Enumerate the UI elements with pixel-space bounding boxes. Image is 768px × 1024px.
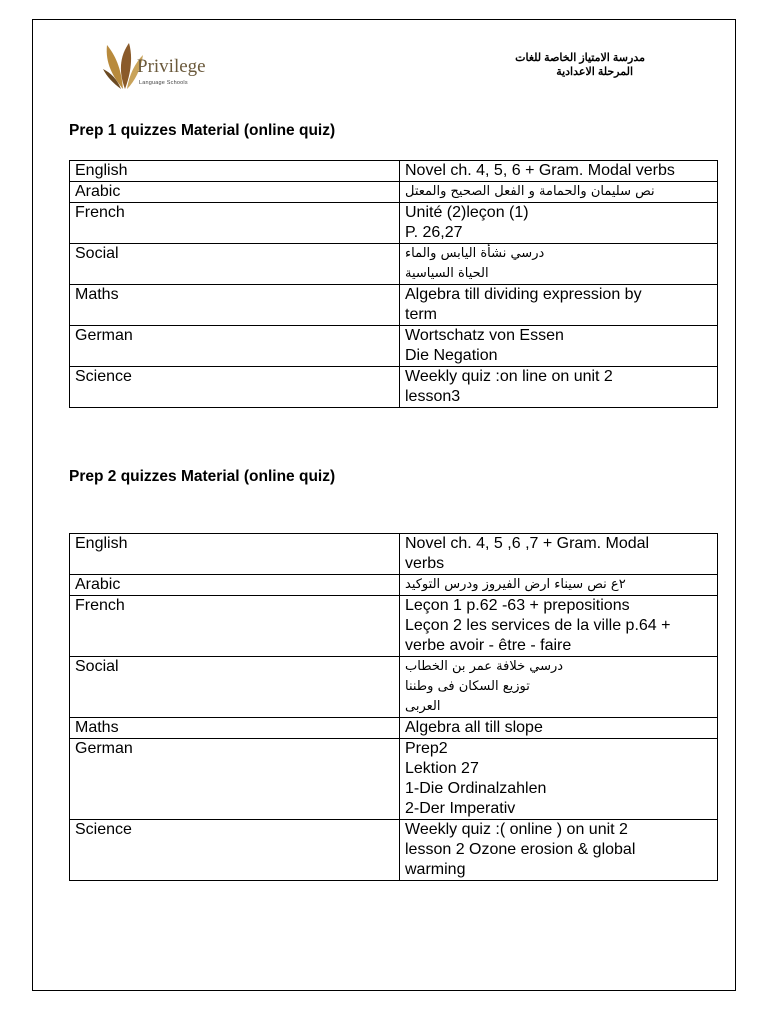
material-line: ٢ع نص سيناء ارض الفيروز ودرس التوكيد (405, 577, 626, 592)
table-row (70, 575, 718, 596)
material-line: Weekly quiz :( online ) on unit 2 (405, 821, 628, 838)
material-line: 2-Der Imperativ (405, 800, 516, 817)
material-line: درسي خلافة عمر بن الخطاب (405, 659, 564, 674)
material-cell (400, 367, 718, 408)
material-cell (400, 244, 718, 285)
material-line: Lektion 27 (405, 760, 479, 777)
subject-cell: French (70, 203, 400, 244)
school-header (515, 51, 645, 79)
material-line: lesson3 (405, 388, 461, 405)
table-row (70, 285, 718, 326)
prep1-heading: Prep 1 quizzes Material (online quiz) (69, 122, 336, 139)
material-line: نص سليمان والحمامة و الفعل الصحيح والمعتل (405, 184, 655, 199)
material-line: warming (405, 861, 466, 878)
prep1-table (69, 160, 718, 408)
material-cell (400, 285, 718, 326)
table-row (70, 182, 718, 203)
school-logo (103, 36, 253, 98)
logo-name: Privilege (137, 56, 206, 77)
material-cell (400, 718, 718, 739)
subject-cell: Social (70, 657, 400, 718)
table-row (70, 161, 718, 182)
material-line: الحياة السياسية (405, 266, 489, 281)
material-cell (400, 596, 718, 657)
table-row (70, 596, 718, 657)
material-line: lesson 2 Ozone erosion & global (405, 841, 636, 858)
subject-cell: English (70, 534, 400, 575)
table-row (70, 534, 718, 575)
subject-cell: German (70, 326, 400, 367)
material-line: Algebra all till slope (405, 719, 543, 736)
table-row (70, 367, 718, 408)
prep2-heading: Prep 2 quizzes Material (online quiz) (69, 468, 336, 485)
school-stage: المرحلة الاعدادية (556, 66, 633, 78)
material-line: العربى (405, 699, 441, 714)
material-line: P. 26,27 (405, 224, 463, 241)
logo-subtitle: Language Schools (139, 80, 188, 86)
material-line: Novel ch. 4, 5, 6 + Gram. Modal verbs (405, 162, 675, 179)
material-line: Wortschatz von Essen (405, 327, 564, 344)
table-row (70, 739, 718, 820)
material-line: Die Negation (405, 347, 498, 364)
material-cell (400, 657, 718, 718)
subject-cell: Social (70, 244, 400, 285)
subject-cell: Maths (70, 718, 400, 739)
table-row (70, 820, 718, 881)
material-line: verbe avoir - être - faire (405, 637, 572, 654)
material-cell (400, 739, 718, 820)
material-cell (400, 161, 718, 182)
material-cell (400, 575, 718, 596)
subject-cell: Arabic (70, 575, 400, 596)
material-cell (400, 326, 718, 367)
material-line: Leçon 1 p.62 -63 + prepositions (405, 597, 630, 614)
subject-cell: German (70, 739, 400, 820)
material-line: Novel ch. 4, 5 ,6 ,7 + Gram. Modal (405, 535, 650, 552)
table-row (70, 326, 718, 367)
material-line: Weekly quiz :on line on unit 2 (405, 368, 613, 385)
document-page (32, 19, 736, 991)
material-cell (400, 534, 718, 575)
subject-cell: Arabic (70, 182, 400, 203)
material-line: 1-Die Ordinalzahlen (405, 780, 547, 797)
table-row (70, 657, 718, 718)
subject-cell: Science (70, 820, 400, 881)
subject-cell: Science (70, 367, 400, 408)
material-line: Algebra till dividing expression by (405, 286, 642, 303)
table-row (70, 203, 718, 244)
table-row (70, 718, 718, 739)
material-line: Leçon 2 les services de la ville p.64 + (405, 617, 671, 634)
material-line: verbs (405, 555, 445, 572)
material-cell (400, 203, 718, 244)
material-line: Unité (2)leçon (1) (405, 204, 529, 221)
material-cell (400, 182, 718, 203)
subject-cell: English (70, 161, 400, 182)
material-line: درسي نشأة اليابس والماء (405, 246, 545, 261)
material-line: Prep2 (405, 740, 448, 757)
material-cell (400, 820, 718, 881)
material-line: term (405, 306, 437, 323)
material-line: توزيع السكان فى وطننا (405, 679, 530, 694)
subject-cell: French (70, 596, 400, 657)
table-row (70, 244, 718, 285)
school-name: مدرسة الامتياز الخاصة للغات (515, 52, 645, 64)
subject-cell: Maths (70, 285, 400, 326)
prep2-table (69, 533, 718, 881)
